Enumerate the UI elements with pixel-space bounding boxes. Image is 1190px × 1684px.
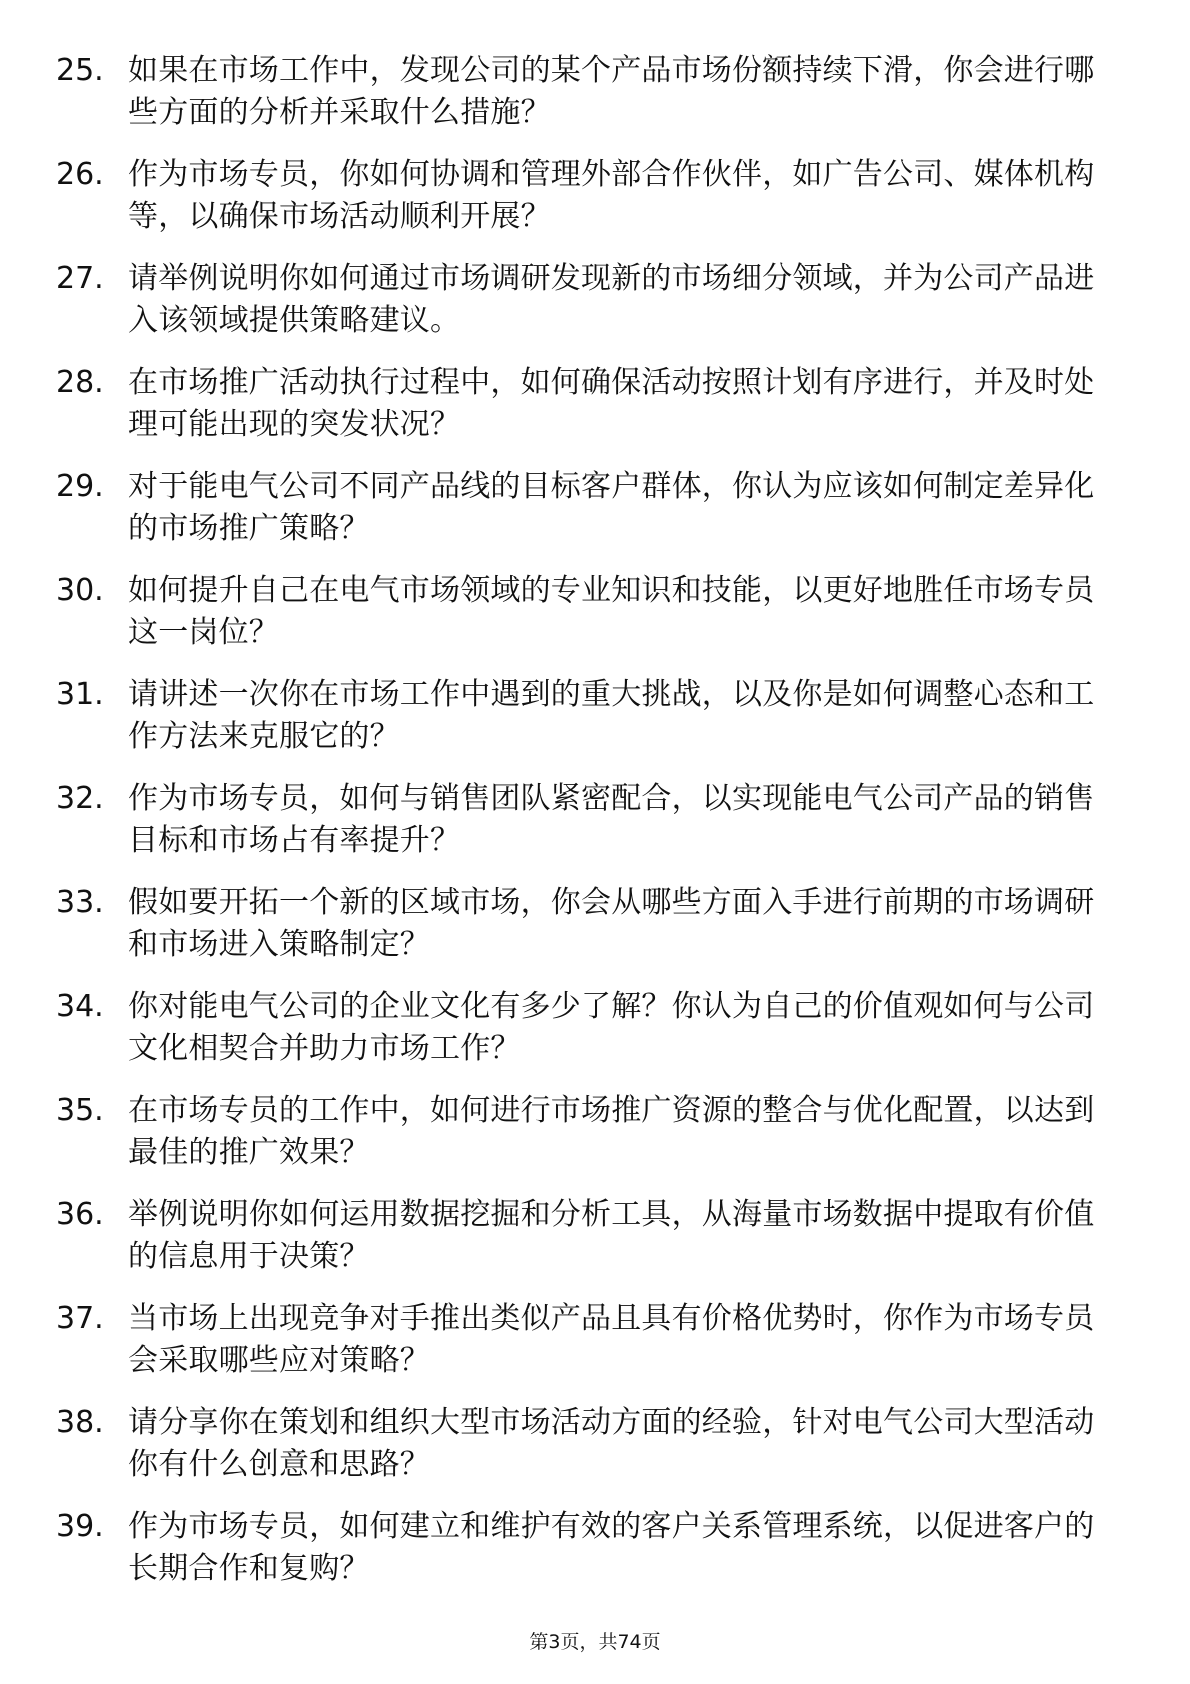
question-text: 假如要开拓一个新的区域市场，你会从哪些方面入手进行前期的市场调研和市场进入策略制定？ [128, 885, 1095, 962]
question-text: 你对能电气公司的企业文化有多少了解？你认为自己的价值观如何与公司文化相契合并助力市场工作？ [128, 989, 1095, 1066]
question-item [56, 1402, 1116, 1506]
question-list [56, 50, 1116, 1610]
question-item [56, 258, 1116, 362]
question-text: 如果在市场工作中，发现公司的某个产品市场份额持续下滑，你会进行哪些方面的分析并采取什么措施？ [128, 53, 1095, 130]
question-item [56, 154, 1116, 258]
question-item [56, 570, 1116, 674]
question-number: 34. [56, 989, 104, 1024]
question-item [56, 674, 1116, 778]
question-number: 38. [56, 1405, 104, 1440]
question-number: 33. [56, 885, 104, 920]
question-text: 当市场上出现竞争对手推出类似产品且具有价格优势时，你作为市场专员会采取哪些应对策略？ [128, 1301, 1095, 1378]
question-item [56, 986, 1116, 1090]
question-item [56, 882, 1116, 986]
question-item [56, 50, 1116, 154]
question-text: 在市场推广活动执行过程中，如何确保活动按照计划有序进行，并及时处理可能出现的突发状况？ [128, 365, 1095, 442]
question-item [56, 466, 1116, 570]
question-text: 对于能电气公司不同产品线的目标客户群体，你认为应该如何制定差异化的市场推广策略？ [128, 469, 1095, 546]
question-text: 作为市场专员，你如何协调和管理外部合作伙伴，如广告公司、媒体机构等，以确保市场活动顺利开展？ [128, 157, 1095, 234]
question-number: 29. [56, 469, 104, 504]
question-item [56, 362, 1116, 466]
question-item [56, 1194, 1116, 1298]
question-number: 36. [56, 1197, 104, 1232]
question-item [56, 1090, 1116, 1194]
question-text: 作为市场专员，如何与销售团队紧密配合，以实现能电气公司产品的销售目标和市场占有率提升？ [128, 781, 1095, 858]
question-number: 31. [56, 677, 104, 712]
question-item [56, 778, 1116, 882]
question-text: 在市场专员的工作中，如何进行市场推广资源的整合与优化配置，以达到最佳的推广效果？ [128, 1093, 1095, 1170]
question-number: 30. [56, 573, 104, 608]
question-text: 如何提升自己在电气市场领域的专业知识和技能，以更好地胜任市场专员这一岗位？ [128, 573, 1095, 650]
question-number: 28. [56, 365, 104, 400]
question-number: 39. [56, 1509, 104, 1544]
question-number: 25. [56, 53, 104, 88]
question-number: 37. [56, 1301, 104, 1336]
question-text: 举例说明你如何运用数据挖掘和分析工具，从海量市场数据中提取有价值的信息用于决策？ [128, 1197, 1095, 1274]
question-text: 请讲述一次你在市场工作中遇到的重大挑战，以及你是如何调整心态和工作方法来克服它的？ [128, 677, 1095, 754]
question-number: 26. [56, 157, 104, 192]
question-text: 作为市场专员，如何建立和维护有效的客户关系管理系统，以促进客户的长期合作和复购？ [128, 1509, 1095, 1586]
question-number: 27. [56, 261, 104, 296]
question-number: 35. [56, 1093, 104, 1128]
question-number: 32. [56, 781, 104, 816]
page-number-label: 第3页，共74页 [529, 1631, 661, 1653]
question-item [56, 1506, 1116, 1610]
question-text: 请举例说明你如何通过市场调研发现新的市场细分领域，并为公司产品进入该领域提供策略建议。 [128, 261, 1095, 338]
question-item [56, 1298, 1116, 1402]
question-text: 请分享你在策划和组织大型市场活动方面的经验，针对电气公司大型活动你有什么创意和思路？ [128, 1405, 1095, 1482]
page-footer [0, 1630, 1190, 1654]
